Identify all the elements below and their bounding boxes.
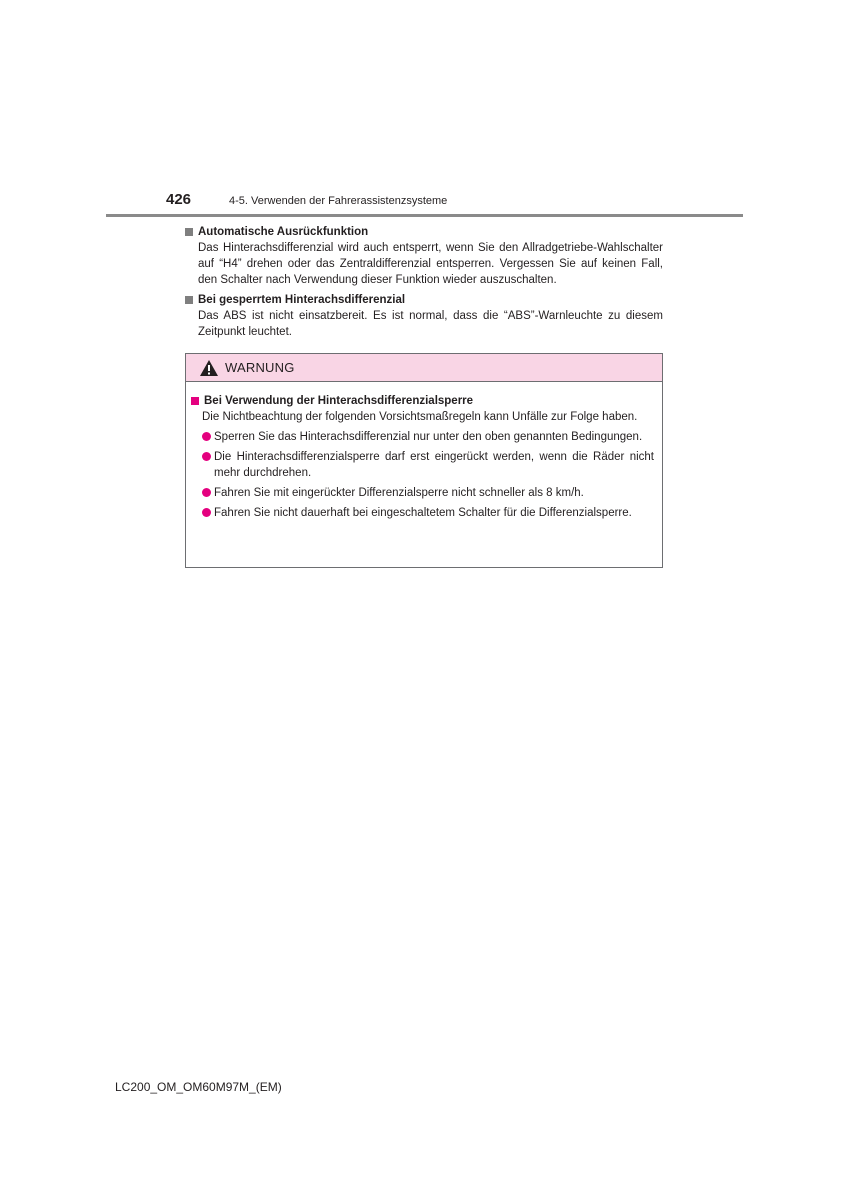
section-heading bbox=[185, 224, 663, 240]
dot-bullet-icon bbox=[202, 508, 211, 517]
warning-bullet-list bbox=[191, 429, 654, 521]
dot-bullet-icon bbox=[202, 452, 211, 461]
page-number: 426 bbox=[166, 191, 192, 208]
warning-subheading-text: Bei Verwendung der Hinterachsdifferenzialsperre bbox=[204, 395, 474, 407]
section-heading bbox=[185, 292, 663, 308]
footer-code: LC200_OM_OM60M97M_(EM) bbox=[115, 1080, 282, 1094]
list-item bbox=[191, 485, 654, 501]
list-item-text: Die Hinterachsdifferenzialsperre darf erst eingerückt werden, wenn die Räder nicht mehr durchdrehen. bbox=[214, 451, 654, 479]
warning-subheading bbox=[191, 393, 654, 409]
warning-triangle-icon bbox=[199, 359, 219, 377]
warning-intro: Die Nichtbeachtung der folgenden Vorsichtsmaßregeln kann Unfälle zur Folge haben. bbox=[202, 411, 638, 423]
content bbox=[185, 224, 663, 344]
list-item-text: Fahren Sie mit eingerückter Differenzialsperre nicht schneller als 8 km/h. bbox=[214, 487, 584, 499]
section-heading-text: Automatische Ausrückfunktion bbox=[198, 226, 369, 238]
list-item-text: Fahren Sie nicht dauerhaft bei eingeschaltetem Schalter für die Differenzialsperre. bbox=[214, 507, 632, 519]
warning-box bbox=[185, 353, 663, 568]
section-block bbox=[185, 224, 663, 288]
square-bullet-icon bbox=[191, 397, 199, 405]
section-title: 4-5. Verwenden der Fahrerassistenzsysteme bbox=[229, 195, 448, 207]
section-block bbox=[185, 292, 663, 340]
warning-header bbox=[186, 354, 662, 382]
header-rule bbox=[106, 214, 743, 217]
list-item bbox=[191, 449, 654, 481]
section-paragraph: Das Hinterachsdifferenzial wird auch entsperrt, wenn Sie den Allradgetriebe-Wahlschalter auf “H4” drehen oder das Zentraldifferenzial entsperren. Vergessen Sie auf keinen Fall, den Schalter nach Verwendung dieser Funktion wieder auszuschalten. bbox=[198, 242, 663, 286]
square-bullet-icon bbox=[185, 296, 193, 304]
section-heading-text: Bei gesperrtem Hinterachsdifferenzial bbox=[198, 294, 406, 306]
warning-body bbox=[186, 382, 662, 521]
list-item bbox=[191, 429, 654, 445]
dot-bullet-icon bbox=[202, 432, 211, 441]
dot-bullet-icon bbox=[202, 488, 211, 497]
section-paragraph: Das ABS ist nicht einsatzbereit. Es ist normal, dass die “ABS”-Warnleuchte zu diesem Zeitpunkt leuchtet. bbox=[198, 310, 663, 338]
warning-title: WARNUNG bbox=[225, 360, 295, 375]
list-item-text: Sperren Sie das Hinterachsdifferenzial nur unter den oben genannten Bedingungen. bbox=[214, 431, 643, 443]
list-item bbox=[191, 505, 654, 521]
square-bullet-icon bbox=[185, 228, 193, 236]
